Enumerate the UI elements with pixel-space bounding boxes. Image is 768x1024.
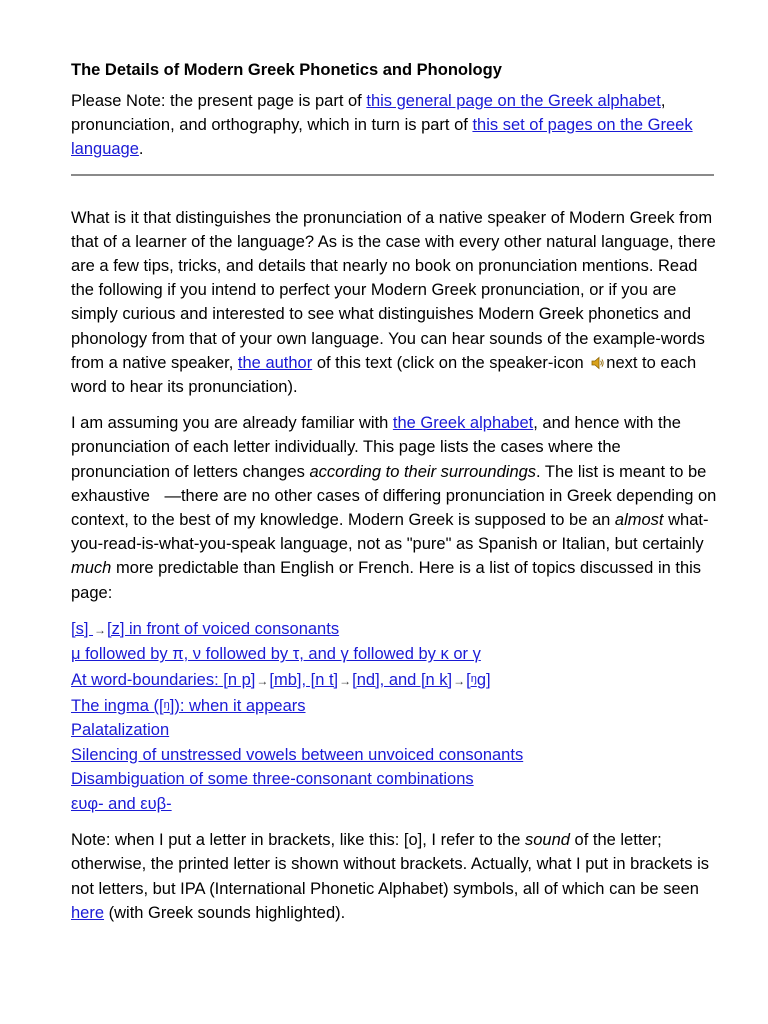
topic-link-palatalization[interactable]: Palatalization xyxy=(71,721,170,740)
note-paragraph xyxy=(71,828,721,925)
para2-emphasis-almost: almost xyxy=(614,511,664,530)
topic-ingma-part2: ]): when it appears xyxy=(169,697,306,716)
para2-text-6: more predictable than English or French. Here is a list of topics discussed in this page: xyxy=(71,559,702,602)
document-body xyxy=(71,58,721,937)
greek-alphabet-page-link[interactable]: this general page on the Greek alphabet xyxy=(366,92,661,110)
intro-text-2: , pronunciation, and orthography, which in turn is part of xyxy=(71,92,666,135)
em-dash: — xyxy=(164,486,181,505)
arrow-icon: → xyxy=(339,673,352,688)
intro-text-3: . xyxy=(138,140,144,159)
topic-link-s-to-z[interactable] xyxy=(71,617,721,642)
topic-word-boundaries-part5: g] xyxy=(476,670,491,689)
topic-ingma-part1: The ingma ([ xyxy=(71,697,164,716)
topic-link-ingma[interactable] xyxy=(71,693,721,718)
para2-text-2: , and hence with the pronunciation of each letter individually. This page lists the cases where the pronunciation of letters changes xyxy=(71,414,681,481)
speaker-icon[interactable] xyxy=(591,353,605,367)
para2-emphasis-much: much xyxy=(71,559,112,578)
note-emphasis-sound: sound xyxy=(524,831,570,850)
topic-link-disambiguation[interactable]: Disambiguation of some three-consonant combinations xyxy=(71,770,474,789)
topic-link-nasal-stops[interactable]: μ followed by π, ν followed by τ, and γ followed by κ or γ xyxy=(71,645,481,664)
note-text-1: Note: when I put a letter in brackets, like this: [o], I refer to the xyxy=(71,831,525,850)
topic-word-boundaries-part4: [ xyxy=(466,670,471,689)
para2-text-1: I am assuming you are already familiar with xyxy=(71,414,393,433)
author-link[interactable]: the author xyxy=(237,353,313,372)
ingma-symbol: ŋ xyxy=(163,699,170,712)
ingma-symbol: ŋ xyxy=(470,672,477,685)
para2-emphasis-surroundings: according to their surroundings xyxy=(309,462,537,481)
topic-word-boundaries-part3: [nd], and [n k] xyxy=(352,670,453,689)
para2-text-4: there are no other cases of differing pronunciation in Greek depending on context, to the best of my knowledge. Modern Greek is supposed to be an xyxy=(71,486,717,530)
topic-link-silencing-vowels[interactable]: Silencing of unstressed vowels between unvoiced consonants xyxy=(71,745,524,764)
greek-alphabet-link[interactable]: the Greek alphabet xyxy=(392,414,534,433)
topics-list xyxy=(71,617,721,816)
intro-question-paragraph xyxy=(71,206,721,400)
arrow-icon: → xyxy=(94,622,107,637)
intro-text-1: Please Note: the present page is part of xyxy=(71,92,367,110)
intro-paragraph xyxy=(71,89,721,162)
topic-s-to-z-part2: [z] in front of voiced consonants xyxy=(107,619,340,638)
topic-s-to-z-part1: [s] xyxy=(71,619,94,638)
note-text-3: (with Greek sounds highlighted). xyxy=(104,903,346,922)
horizontal-divider xyxy=(71,174,714,176)
greek-language-pages-link[interactable]: this set of pages on the Greek language xyxy=(71,116,693,159)
para1-text-3: next to each word to hear its pronunciation). xyxy=(71,353,697,397)
topic-link-euph-euv[interactable]: ευφ- and ευβ- xyxy=(71,794,172,813)
topic-word-boundaries-part2: [mb], [n t] xyxy=(269,670,339,689)
para1-text-2: of this text (click on the speaker-icon xyxy=(312,353,589,372)
para2-text-3: . The list is meant to be exhaustive xyxy=(71,462,707,505)
ipa-here-link[interactable]: here xyxy=(71,903,105,922)
para2-text-5: what-you-read-is-what-you-speak language, not as "pure" as Spanish or Italian, but certainly xyxy=(71,511,709,554)
page-title: The Details of Modern Greek Phonetics and Phonology xyxy=(71,61,502,79)
topic-word-boundaries-part1: At word-boundaries: [n p] xyxy=(71,670,256,689)
topic-link-word-boundaries[interactable] xyxy=(71,667,721,693)
para1-text-1: What is it that distinguishes the pronunciation of a native speaker of Modern Greek from that of a learner of the language? As is the case with every other natural language, there are a few tips, tricks, and details that nearly no book on pronunciation mentions. Read the following if you intend to perfect your Modern Greek pronunciation, or if you are simply curious and interested to see what distinguishes Modern Greek phonetics and phonology from that of your own language. You can hear sounds of the example-words from a native speaker, xyxy=(71,208,716,372)
note-text-2: of the letter; otherwise, the printed letter is shown without brackets. Actually, what I put in brackets is not letters, but IPA (International Phonetic Alphabet) symbols, all of which can be seen xyxy=(71,831,709,898)
arrow-icon: → xyxy=(453,673,466,688)
assumption-paragraph xyxy=(71,411,721,605)
arrow-icon: → xyxy=(256,673,269,688)
